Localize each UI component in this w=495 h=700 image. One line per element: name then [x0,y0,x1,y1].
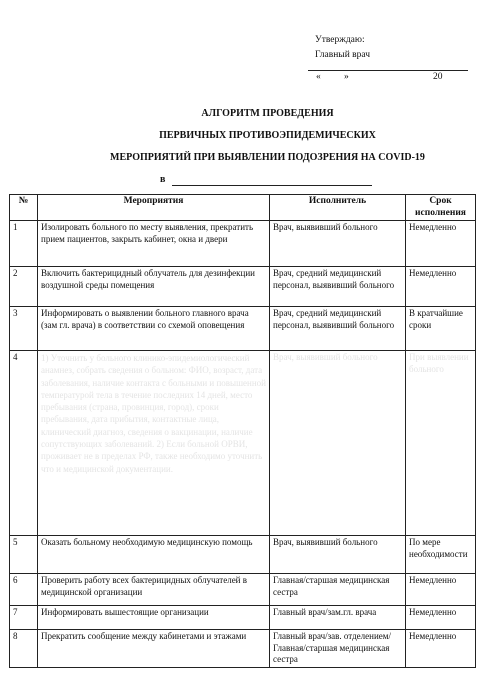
row-term: Немедленно [406,630,476,668]
table-row [10,630,476,668]
organization-underline [172,185,372,186]
row-measure: Проверить работу всех бактерицидных облучателей в медицинской организации [38,574,270,606]
row-executor: Врач, выявивший больного [270,221,406,267]
table-row [10,536,476,574]
document-title-line1: АЛГОРИТМ ПРОВЕДЕНИЯ [201,108,334,119]
table-row [10,221,476,267]
row-executor: Врач, выявивший больного [270,536,406,574]
row-measure: Оказать больному необходимую медицинскую помощь [38,536,270,574]
table-row [10,267,476,307]
row-term: При выявлении больного [406,351,476,536]
row-executor: Врач, средний медицинский персонал, выявивший больного [270,267,406,307]
row-executor: Врач, выявивший больного [270,351,406,536]
row-num: 3 [10,307,38,351]
row-num: 6 [10,574,38,606]
row-executor: Главный врач/зав. отделением/Главная/старшая медицинская сестра [270,630,406,668]
row-measure: Изолировать больного по месту выявления, прекратить прием пациентов, закрыть кабинет, окна и двери [38,221,270,267]
row-executor: Врач, средний медицинский персонал, выявивший больного [270,307,406,351]
approval-block [315,33,370,63]
approval-position: Главный врач [315,50,370,60]
approval-date [308,72,468,84]
row-num: 1 [10,221,38,267]
organization-prefix: в [160,174,166,185]
row-executor: Главная/старшая медицинская сестра [270,574,406,606]
row-term: В кратчайшие сроки [406,307,476,351]
row-term: Немедленно [406,574,476,606]
row-num: 8 [10,630,38,668]
table-row [10,307,476,351]
table-row-faded [10,351,476,536]
row-executor: Главный врач/зам.гл. врача [270,606,406,630]
document-title-line2: ПЕРВИЧНЫХ ПРОТИВОЭПИДЕМИЧЕСКИХ [159,130,376,141]
header-num: № [10,195,38,221]
row-measure: Информировать вышестоящие организации [38,606,270,630]
organization-line [160,174,165,185]
row-term: Немедленно [406,221,476,267]
row-num: 4 [10,351,38,536]
approval-label: Утверждаю: [315,35,365,45]
table-row [10,606,476,630]
row-measure: Включить бактерицидный облучатель для дезинфекции воздушной среды помещения [38,267,270,307]
table-header-row [10,195,476,221]
document-title-line3: МЕРОПРИЯТИЙ ПРИ ВЫЯВЛЕНИИ ПОДОЗРЕНИЯ НА COVID-19 [110,152,425,163]
header-measures: Мероприятия [38,195,270,221]
row-num: 2 [10,267,38,307]
header-executor: Исполнитель [270,195,406,221]
row-num: 7 [10,606,38,630]
measures-table [9,194,476,668]
date-year: 20 [433,72,443,82]
signature-line [308,70,468,71]
row-measure: Прекратить сообщение между кабинетами и этажами [38,630,270,668]
row-measure: Информировать о выявлении больного главного врача (зам гл. врача) в соответствии со схемой оповещения [38,307,270,351]
header-term: Срок исполнения [406,195,476,221]
row-term: Немедленно [406,267,476,307]
date-quote-open: « [316,72,321,82]
row-term: По мере необходимости [406,536,476,574]
row-term: Немедленно [406,606,476,630]
table-row [10,574,476,606]
row-measure: 1) Уточнить у больного клинико-эпидемиологический анамнез, собрать сведения о больном: ФИО, возраст, дата заболевания, наличие контакта с больными и повышенной температурой тела в течение последних 14 дней, место пребывания (страна, провинция, город), сроки пребывания, дата прибытия, контактные лица, клинический диагноз, сведения о вакцинации, наличие сопутствующих заболеваний. 2) Если больной ОРВИ, проживает не в пределах РФ, также необходимо уточнить что и медицинской документации. [38,351,270,536]
date-quote-close: » [344,72,349,82]
row-num: 5 [10,536,38,574]
